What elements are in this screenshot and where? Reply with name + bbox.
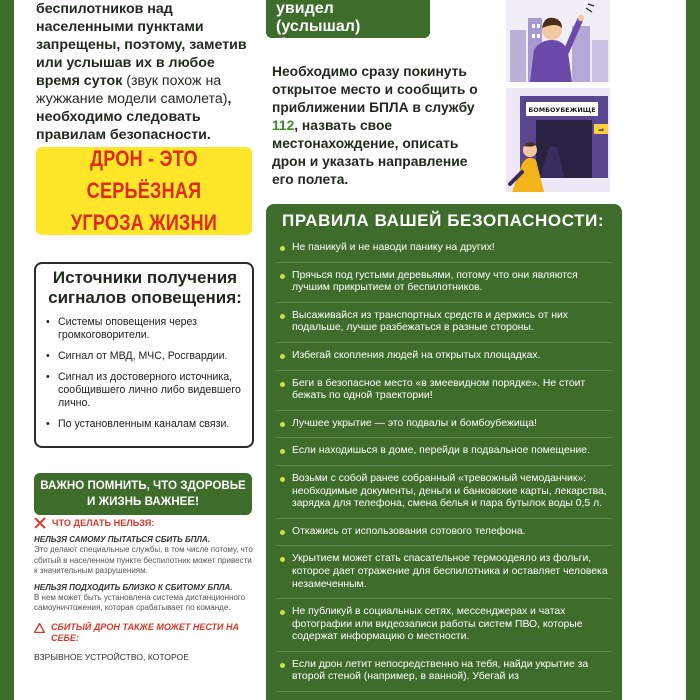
list-item: Избегай скопления людей на открытых площадках. <box>276 350 612 371</box>
intro-text-3: , необходимо следовать правилам безопасности. <box>36 91 232 143</box>
list-item: Прячься под густыми деревьями, потому что они являются лучшим прикрытием от беспилотников. <box>276 270 612 303</box>
safety-rules-panel <box>266 204 622 700</box>
cross-icon <box>34 517 46 529</box>
list-item: Не публикуй в социальных сетях, мессенджерах и чатах фотографии или видеозаписи работы систем ПВО, которые содержат информацию о местности. <box>276 606 612 652</box>
forbidden-item-body: В нем может быть установлена система дистанционного самоуничтожения, которая срабатывает по команде. <box>34 592 246 612</box>
remember-text: ВАЖНО ПОМНИТЬ, ЧТО ЗДОРОВЬЕ И ЖИЗНЬ ВАЖНЕЕ! <box>40 479 246 508</box>
safety-rules-list <box>276 242 612 692</box>
shelter-sign-text: БОМБОУБЕЖИЩЕ <box>528 106 596 114</box>
heard-drone-banner <box>266 0 430 53</box>
forbidden-heading <box>34 517 256 529</box>
forbidden-heading-text: ЧТО ДЕЛАТЬ НЕЛЬЗЯ: <box>52 518 155 528</box>
person-spotting-drone-illustration <box>506 0 610 82</box>
list-item: • Сигнал от МВД, МЧС, Росгвардии. <box>46 350 244 363</box>
bomb-shelter-illustration <box>506 88 610 192</box>
list-item: Откажись от использования сотового телефона. <box>276 526 612 547</box>
action-paragraph <box>272 63 492 189</box>
forbidden-section <box>34 517 256 663</box>
list-item: • Системы оповещения через громкоговорители. <box>46 316 244 342</box>
alert-sources-title: Источники получения сигналов оповещения: <box>48 268 242 307</box>
list-item: Лучшее укрытие — это подвалы и бомбоубежища! <box>276 418 612 439</box>
forbidden-item-title: НЕЛЬЗЯ ПОДХОДИТЬ БЛИЗКО К СБИТОМУ БПЛА. <box>34 582 233 592</box>
forbidden-last-line: ВЗРЫВНОЕ УСТРОЙСТВО, КОТОРОЕ <box>34 651 189 662</box>
list-item: Не паникуй и не наводи панику на других! <box>276 242 612 263</box>
alert-sources-list <box>46 316 244 431</box>
threat-text: ДРОН - ЭТО СЕРЬЁЗНАЯ УГРОЗА ЖИЗНИ <box>70 146 218 235</box>
action-text-1: Необходимо сразу покинуть открытое место и сообщить о приближении БПЛА в службу <box>272 64 478 115</box>
safety-rules-title: ПРАВИЛА ВАШЕЙ БЕЗОПАСНОСТИ: <box>282 211 605 230</box>
left-frame-border <box>0 0 14 700</box>
warning-icon <box>34 623 45 633</box>
list-item: Беги в безопасное место «в змеевидном порядке». Не стоит бежать по одной траектории! <box>276 378 612 411</box>
shelter-arrow-sign: ⇒ <box>598 126 604 134</box>
intro-paragraph <box>36 0 258 144</box>
forbidden-item-body: Это делают специальные службы, в том числе потому, что сбитый в населенном пункте беспилотник может привести к значительным разрушениям. <box>34 545 253 575</box>
heard-drone-text: увидел (услышал) беспилотник? <box>276 0 388 53</box>
forbidden-item-title: НЕЛЬЗЯ САМОМУ ПЫТАТЬСЯ СБИТЬ БПЛА. <box>34 535 210 544</box>
list-item: Если дрон летит непосредственно на тебя, найди укрытие за второй стеной (например, в ванной). Убегай из <box>276 659 612 692</box>
action-text-2: , назвать свое местонахождение, описать дрон и указать направление его полета. <box>272 118 468 187</box>
list-item: Укрытием может стать спасательное термоодеяло из фольги, которое дает отражение для беспилотника и оставляет человека незамеченным. <box>276 553 612 599</box>
intro-text-1: беспилотников над населенными пунктами запрещены, поэтому, заметив или услышав их в любое время суток <box>36 1 247 89</box>
threat-banner <box>36 147 252 235</box>
list-item: Возьми с собой ранее собранный «тревожный чемоданчик»: необходимые документы, деньги и банковские карты, лекарства, зарядка для телефона, смена белья и пара бутылок воды 0,5 л. <box>276 473 612 519</box>
list-item: Если находишься в доме, перейди в подвальное помещение. <box>276 445 612 466</box>
list-item: • Сигнал из достоверного источника, сообщившего лично либо видевшего лично. <box>46 371 244 410</box>
list-item: Высаживайся из транспортных средств и держись от них подальше, лучше разбежаться в разные стороны. <box>276 310 612 343</box>
downed-drone-warning-text: СБИТЫЙ ДРОН ТАКЖЕ МОЖЕТ НЕСТИ НА СЕБЕ: <box>51 621 239 643</box>
list-item: • По установленным каналам связи. <box>46 418 244 431</box>
right-frame-border <box>686 0 700 700</box>
remember-banner <box>34 473 252 515</box>
intro-text-2: (звук похож на жужжание модели самолета) <box>36 73 228 107</box>
downed-drone-warning <box>34 622 256 644</box>
alert-sources-box <box>34 262 254 448</box>
emergency-number: 112 <box>272 118 295 133</box>
